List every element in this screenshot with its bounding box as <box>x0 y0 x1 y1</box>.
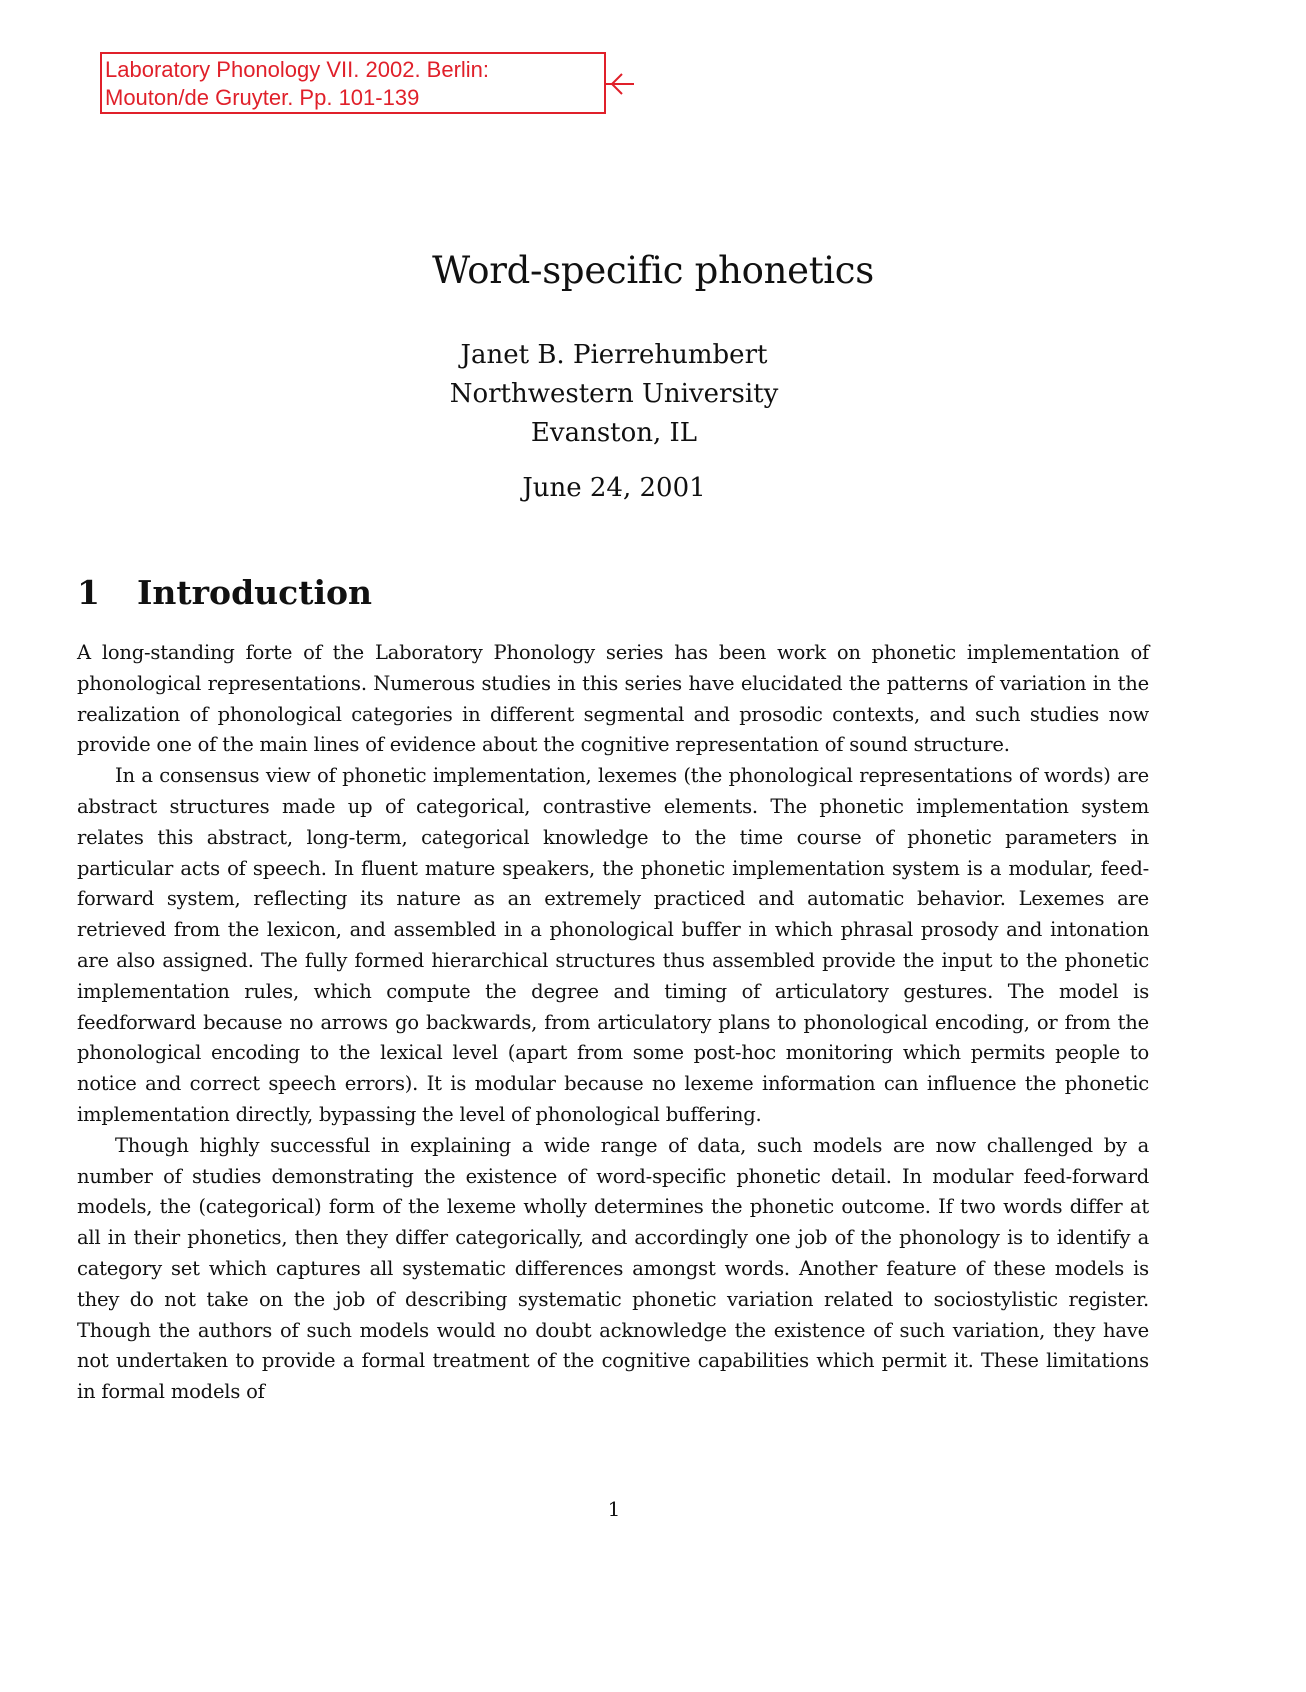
paragraph: A long-standing forte of the Laboratory Phonology series has been work on phonetic implementation of phonological representations. Numerous studies in this series have elucidated the patterns of variation in the realization of phonological categories in different segmental and prosodic contexts, and such studies now provide one of the main lines of evidence about the cognitive representation of sound structure. <box>77 641 1149 757</box>
author-name: Janet B. Pierrehumbert <box>460 340 768 370</box>
citation-line-1: Laboratory Phonology VII. 2002. Berlin: <box>105 57 490 82</box>
author-location: Evanston, IL <box>530 418 698 448</box>
author-affiliation: Northwestern University <box>449 379 779 409</box>
paper-date: June 24, 2001 <box>522 473 706 503</box>
section-heading <box>77 572 372 614</box>
paper-title: Word-specific phonetics <box>432 249 874 292</box>
annotation-arrow-icon <box>606 70 636 98</box>
section-title: Introduction <box>137 573 373 612</box>
paragraph: In a consensus view of phonetic implementation, lexemes (the phonological representations of words) are abstract structures made up of categorical, contrastive elements. The phonetic implementation system relates this abstract, long-term, categorical knowledge to the time course of phonetic parameters in particular acts of speech. In fluent mature speakers, the phonetic implementation system is a modular, feed-forward system, reflecting its nature as an extremely practiced and automatic behavior. Lexemes are retrieved from the lexicon, and assembled in a phonological buffer in which phrasal prosody and intonation are also assigned. The fully formed hierarchical structures thus assembled provide the input to the phonetic implementation rules, which compute the degree and timing of articulatory gestures. The model is feedforward because no arrows go backwards, from articulatory plans to phonological encoding, or from the phonological encoding to the lexical level (apart from some post-hoc monitoring which permits people to notice and correct speech errors). It is modular because no lexeme information can influence the phonetic implementation directly, bypassing the level of phonological buffering. <box>77 764 1149 1126</box>
paragraph: Though highly successful in explaining a wide range of data, such models are now challenged by a number of studies demonstrating the existence of word-specific phonetic detail. In modular feed-forward models, the (categorical) form of the lexeme wholly determines the phonetic outcome. If two words differ at all in their phonetics, then they differ categorically, and accordingly one job of the phonology is to identify a category set which captures all systematic differences amongst words. Another feature of these models is they do not take on the job of describing systematic phonetic variation related to sociostylistic register. Though the authors of such models would no doubt acknowledge the existence of such variation, they have not undertaken to provide a formal treatment of the cognitive capabilities which permit it. These limitations in formal models of <box>77 1133 1149 1404</box>
body-text <box>77 638 1149 1408</box>
section-number: 1 <box>77 573 100 612</box>
author-block <box>0 336 1228 453</box>
citation-line-2: Mouton/de Gruyter. Pp. 101-139 <box>105 85 420 110</box>
citation-annotation-box <box>100 52 606 114</box>
page-number: 1 <box>607 1497 621 1521</box>
